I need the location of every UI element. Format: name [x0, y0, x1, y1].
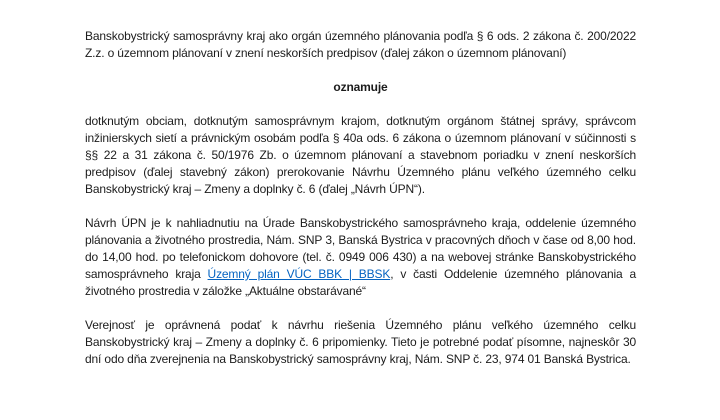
- paragraph-inspection-text-after-link: , v časti Oddelenie územného plánovania a životného prostredia v záložke „Aktuálne obstarávané“: [85, 267, 636, 298]
- heading-oznamuje: oznamuje: [333, 80, 388, 94]
- paragraph-public-comments: Verejnosť je oprávnená podať k návrhu riešenia Územného plánu veľkého územného celku Banskobystrický kraj – Zmeny a doplnky č. 6 pripomienky. Tieto je potrebné podať písomne, najneskôr 30 dní odo dňa zverejnenia na Banskobystrický samosprávny kraj, Nám. SNP č. 23, 974 01 Banská Bystrica.: [85, 318, 636, 366]
- paragraph-inspection-text-before-link: Návrh ÚPN je k nahliadnutiu na Úrade Banskobystrického samosprávneho kraja, oddelenie územného plánovania a životného prostredia, Nám. SNP 3, Banská Bystrica v pracovných dňoch v čase od 8,00 hod. do 14,00 hod. po telefonickom dohovore (tel. č. 0949 006 430) a na webovej stránke Banskobystrického samosprávneho kraja: [85, 216, 636, 281]
- paragraph-inspection: [85, 215, 636, 300]
- link-uzemny-plan-vuc-bbk[interactable]: Územný plán VÚC BBK | BBSK: [207, 267, 391, 281]
- document-content: [85, 28, 636, 385]
- paragraph-intro: Banskobystrický samosprávny kraj ako orgán územného plánovania podľa § 6 ods. 2 zákona č. 200/2022 Z.z. o územnom plánovaní v znení neskorších predpisov (ďalej zákon o územnom plánovaní): [85, 29, 636, 60]
- paragraph-notification: dotknutým obciam, dotknutým samosprávnym krajom, dotknutým orgánom štátnej správy, správcom inžinierskych sietí a právnickým osobám podľa § 40a ods. 6 zákona o územnom plánovaní v súčinnosti s §§ 22 a 31 zákona č. 50/1976 Zb. o územnom plánovaní a stavebnom poriadku v znení neskorších predpisov (ďalej stavebný zákon) prerokovanie Návrhu Územného plánu veľkého územného celku Banskobystrický kraj – Zmeny a doplnky č. 6 (ďalej „Návrh ÚPN“).: [85, 114, 636, 196]
